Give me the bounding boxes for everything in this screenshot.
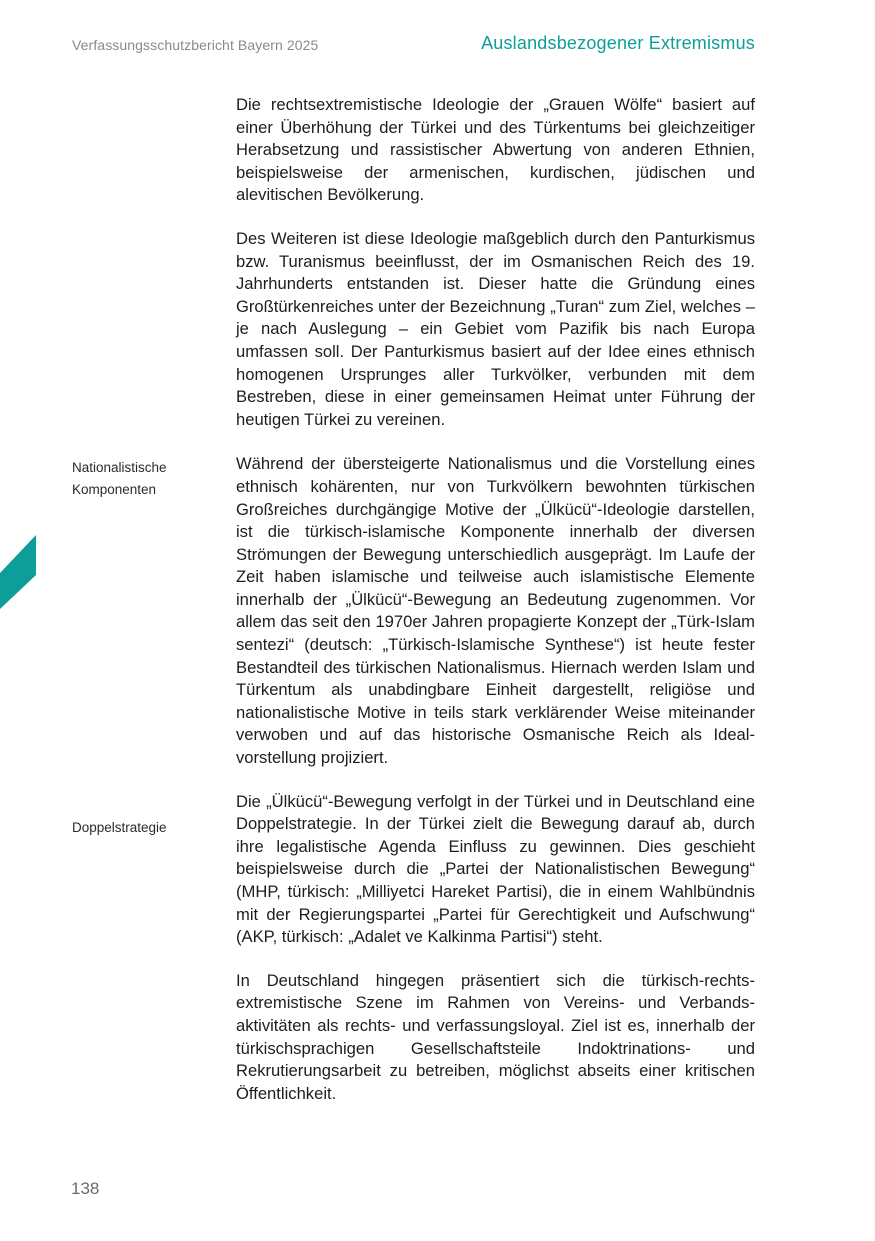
margin-label-nationalist-components bbox=[72, 457, 167, 501]
paragraph-grey-wolves-ideology: Die rechtsextremistische Ideologie der „Grauen Wölfe“ basiert auf einer Überhöhung der Türkei und des Türkentums bei gleichzeitiger Herabsetzung und rassistischer Abwertung von anderen Ethnien, beispielsweise der armenischen, kurdischen, jüdischen und alevitischen Bevölkerung. bbox=[236, 95, 755, 205]
paragraph-double-strategy-germany: In Deutschland hingegen präsentiert sich die türkisch-rechtsextremistische Szene im Rahmen von Vereins- und Verbandsaktivitäten als rechts- und verfassungsloyal. Ziel ist es, innerhalb der türkischsprachigen Gesellschaftsteile Indoktrinations- und Rekrutierungsarbeit zu betreiben, möglichst abseits einer kritischen Öffentlichkeit. bbox=[236, 970, 755, 1103]
page-number: 138 bbox=[71, 1179, 100, 1198]
main-text-column bbox=[236, 94, 755, 1126]
section-title: Auslandsbezogener Extremismus bbox=[481, 33, 755, 53]
paragraph-panturkism: Des Weiteren ist diese Ideologie maßgeblich durch den Panturkismus bzw. Turanismus beeinflusst, der im Osmanischen Reich des 19. Jahrhunderts entstanden ist. Dieser hatte die Gründung eines Großtürkenreiches unter der Bezeichnung „Turan“ zum Ziel, welches – je nach Auslegung – ein Gebiet vom Pazifik bis nach Europa umfassen soll. Der Panturkismus basiert auf der Idee eines ethnisch homogenen Ursprunges aller Turkvölker, verbunden mit dem Bestreben, diese in einer gemeinsamen Heimat unter Führung der heutigen Türkei zu vereinen. bbox=[236, 228, 755, 429]
margin-label-line: Nationalistische bbox=[72, 460, 167, 475]
margin-label-double-strategy: Doppelstrategie bbox=[72, 820, 167, 835]
paragraph-nationalist-components: Während der übersteigerte Nationalismus und die Vorstellung eines ethnisch kohärenten, nur von Turkvölkern bewohnten türkischen Großreiches durchgängige Motive der „Ülkücü“-Ideologie darstellen, ist die türkisch-islamische Komponente innerhalb der diversen Strömungen der Bewegung unterschiedlich ausgeprägt. Im Laufe der Zeit haben islamische und teilweise auch islamistische Elemente innerhalb der „Ülkücü“-Bewegung an Bedeutung zugenommen. Vor allem das seit den 1970er Jahren propagierte Konzept der „Türk-Islam sentezi“ (deutsch: „Türkisch-Islamische Synthese“) ist heute fester Bestandteil des türkischen Nationalismus. Hiernach werden Islam und Türkentum als unabdingbare Einheit dargestellt, religiöse und nationalistische Motive in teils stark verklärender Weise miteinander verwoben und auf das historische Osmanische Reich als Idealvorstellung projiziert. bbox=[236, 454, 755, 768]
margin-label-line: Komponenten bbox=[72, 482, 157, 497]
paragraph-double-strategy-turkey: Die „Ülkücü“-Bewegung verfolgt in der Türkei und in Deutschland eine Doppelstrategie. In der Türkei zielt die Bewegung darauf ab, durch ihre legalistische Agenda Einfluss zu gewinnen. Dies geschieht beispielsweise durch die „Partei der Nationalistischen Bewegung“ (MHP, türkisch: „Milliyetci Hareket Partisi), die in einem Wahlbündnis mit der Regierungspartei „Partei für Gerechtigkeit und Aufschwung“ (AKP, türkisch: „Adalet ve Kalkinma Partisi“) steht. bbox=[236, 791, 755, 947]
chapter-marker-tab bbox=[0, 535, 36, 609]
publication-title: Verfassungsschutzbericht Bayern 2025 bbox=[72, 37, 319, 53]
